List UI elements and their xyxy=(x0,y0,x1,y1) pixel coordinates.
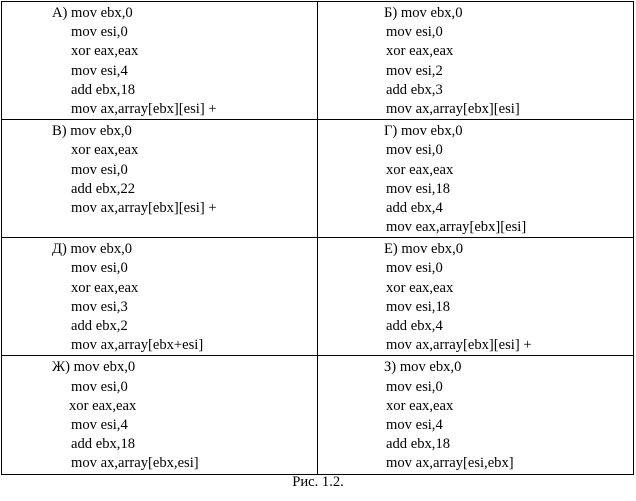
variant-cell-e xyxy=(318,238,634,356)
code-line: mov ax,array[ebx][esi] + xyxy=(71,199,217,216)
variant-cell-b xyxy=(318,2,634,120)
code-line: mov esi,2 xyxy=(386,62,443,79)
code-line: Д) mov ebx,0 xyxy=(52,241,133,258)
code-line: mov esi,3 xyxy=(71,298,128,315)
code-line: З) mov ebx,0 xyxy=(384,359,462,376)
code-line: Г) mov ebx,0 xyxy=(384,123,463,140)
code-line: mov esi,4 xyxy=(71,416,128,433)
figure-caption: Рис. 1.2. xyxy=(292,474,344,490)
code-line: mov esi,0 xyxy=(386,24,443,41)
code-line: mov esi,0 xyxy=(386,378,443,395)
code-variants-table xyxy=(1,1,634,475)
code-line: add ebx,18 xyxy=(71,81,136,98)
variant-cell-z xyxy=(318,356,634,474)
code-line: xor eax,eax xyxy=(386,397,454,414)
code-line: А) mov ebx,0 xyxy=(52,5,133,21)
code-line: mov ax,array[ebx][esi] + xyxy=(386,337,532,354)
code-line: add ebx,4 xyxy=(386,318,443,334)
code-line: mov esi,4 xyxy=(386,416,443,433)
code-line: mov eax,array[ebx][esi] xyxy=(386,219,527,236)
code-line: add ebx,18 xyxy=(71,436,136,453)
code-line: add ebx,18 xyxy=(386,436,451,453)
variant-cell-d xyxy=(2,238,318,356)
code-line: mov esi,0 xyxy=(71,260,128,277)
code-line: xor eax,eax xyxy=(71,279,139,296)
code-line: Ж) mov ebx,0 xyxy=(52,359,136,376)
code-line: mov esi,18 xyxy=(386,298,451,315)
code-line: xor eax,eax xyxy=(71,43,139,60)
code-line: mov ax,array[esi,ebx] xyxy=(386,455,514,472)
code-line: mov esi,0 xyxy=(71,24,128,41)
code-line: xor eax,eax xyxy=(71,142,139,159)
code-line: В) mov ebx,0 xyxy=(52,123,132,140)
code-line: mov ax,array[ebx,esi] xyxy=(71,455,199,472)
code-line: mov esi,18 xyxy=(386,180,451,197)
code-line: mov ax,array[ebx][esi] xyxy=(386,100,520,117)
code-line: add ebx,2 xyxy=(71,318,128,334)
code-line: mov esi,4 xyxy=(71,62,128,79)
code-line: mov ax,array[ebx+esi] xyxy=(71,337,204,354)
code-line: Е) mov ebx,0 xyxy=(384,241,464,258)
code-line: xor eax,eax xyxy=(386,43,454,60)
variant-cell-a xyxy=(2,2,318,120)
code-line: add ebx,22 xyxy=(71,180,136,197)
code-line: xor eax,eax xyxy=(386,279,454,296)
table-row xyxy=(2,2,634,120)
code-line: xor eax,eax xyxy=(386,161,454,178)
code-line: xor eax,eax xyxy=(69,397,137,414)
table-row xyxy=(2,120,634,238)
code-line: add ebx,4 xyxy=(386,199,443,216)
variant-cell-zh xyxy=(2,356,318,474)
variant-cell-v xyxy=(2,120,318,238)
code-line: mov esi,0 xyxy=(71,161,128,178)
code-line: Б) mov ebx,0 xyxy=(384,5,463,21)
variant-cell-g xyxy=(318,120,634,238)
code-line: mov esi,0 xyxy=(386,260,443,277)
code-line: mov esi,0 xyxy=(386,142,443,159)
table-row xyxy=(2,238,634,356)
code-line: add ebx,3 xyxy=(386,81,443,98)
code-line: mov ax,array[ebx][esi] + xyxy=(71,100,217,117)
table-row xyxy=(2,356,634,474)
code-line: mov esi,0 xyxy=(71,378,128,395)
